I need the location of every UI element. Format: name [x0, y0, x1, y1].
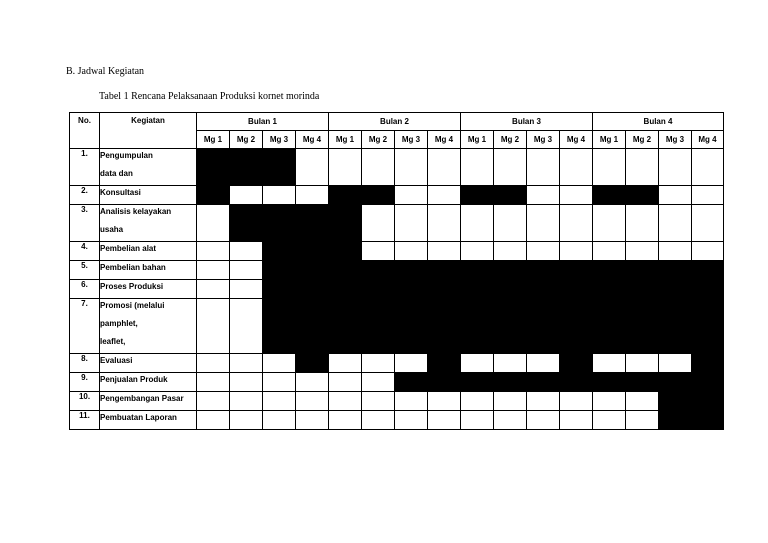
header-week: Mg 1 — [329, 131, 362, 149]
row-number: 6. — [70, 280, 100, 299]
schedule-cell-empty — [362, 373, 395, 392]
row-number: 4. — [70, 242, 100, 261]
activity-label: Konsultasi — [100, 188, 141, 197]
schedule-cell-empty — [494, 354, 527, 373]
schedule-cell-empty — [329, 149, 362, 186]
schedule-cell-empty — [461, 149, 494, 186]
schedule-cell-filled — [461, 373, 494, 392]
schedule-cell-empty — [428, 242, 461, 261]
schedule-cell-filled — [428, 261, 461, 280]
schedule-cell-empty — [395, 392, 428, 411]
schedule-cell-empty — [395, 149, 428, 186]
schedule-cell-filled — [659, 261, 692, 280]
schedule-cell-empty — [329, 392, 362, 411]
schedule-cell-filled — [626, 261, 659, 280]
schedule-cell-filled — [659, 299, 692, 354]
activity-cell — [100, 186, 197, 205]
schedule-cell-filled — [329, 186, 362, 205]
activity-label: Proses Produksi — [100, 282, 164, 291]
schedule-table — [69, 112, 724, 430]
schedule-cell-filled — [296, 205, 329, 242]
schedule-cell-empty — [197, 411, 230, 430]
schedule-cell-empty — [296, 186, 329, 205]
schedule-cell-filled — [461, 261, 494, 280]
schedule-cell-empty — [197, 205, 230, 242]
header-week: Mg 4 — [428, 131, 461, 149]
header-week: Mg 4 — [296, 131, 329, 149]
schedule-cell-empty — [461, 392, 494, 411]
row-number: 2. — [70, 186, 100, 205]
activity-cell — [100, 299, 197, 354]
schedule-cell-empty — [593, 411, 626, 430]
table-row — [70, 354, 724, 373]
activity-label: Pengembangan Pasar — [100, 394, 184, 403]
schedule-cell-filled — [494, 299, 527, 354]
schedule-cell-empty — [527, 186, 560, 205]
schedule-cell-empty — [230, 354, 263, 373]
activity-label: Analisis kelayakan — [100, 207, 172, 216]
schedule-cell-filled — [461, 186, 494, 205]
row-number: 8. — [70, 354, 100, 373]
schedule-cell-empty — [593, 205, 626, 242]
schedule-cell-empty — [263, 411, 296, 430]
header-week: Mg 2 — [494, 131, 527, 149]
schedule-cell-empty — [230, 392, 263, 411]
schedule-cell-empty — [263, 186, 296, 205]
schedule-cell-empty — [296, 373, 329, 392]
table-row — [70, 242, 724, 261]
schedule-cell-empty — [659, 354, 692, 373]
row-number: 7. — [70, 299, 100, 354]
schedule-cell-empty — [296, 149, 329, 186]
schedule-cell-filled — [263, 205, 296, 242]
activity-cell — [100, 205, 197, 242]
schedule-cell-filled — [395, 373, 428, 392]
schedule-cell-empty — [395, 186, 428, 205]
schedule-cell-empty — [230, 261, 263, 280]
activity-cell — [100, 280, 197, 299]
schedule-cell-empty — [560, 242, 593, 261]
schedule-cell-filled — [230, 149, 263, 186]
schedule-cell-filled — [263, 261, 296, 280]
schedule-cell-empty — [197, 354, 230, 373]
schedule-cell-empty — [593, 149, 626, 186]
header-week: Mg 1 — [593, 131, 626, 149]
schedule-cell-empty — [527, 354, 560, 373]
schedule-cell-empty — [263, 373, 296, 392]
header-week: Mg 2 — [362, 131, 395, 149]
schedule-cell-filled — [395, 299, 428, 354]
schedule-cell-filled — [560, 299, 593, 354]
schedule-cell-empty — [659, 205, 692, 242]
schedule-cell-empty — [230, 299, 263, 354]
schedule-cell-filled — [263, 242, 296, 261]
schedule-cell-empty — [593, 242, 626, 261]
schedule-cell-filled — [461, 299, 494, 354]
schedule-cell-filled — [296, 280, 329, 299]
schedule-cell-empty — [692, 149, 724, 186]
schedule-cell-filled — [593, 280, 626, 299]
schedule-cell-empty — [494, 149, 527, 186]
header-week: Mg 2 — [626, 131, 659, 149]
table-caption: Tabel 1 Rencana Pelaksanaan Produksi kornet morinda — [99, 91, 320, 102]
schedule-cell-empty — [395, 205, 428, 242]
schedule-cell-empty — [494, 242, 527, 261]
schedule-cell-filled — [494, 280, 527, 299]
schedule-cell-empty — [197, 373, 230, 392]
schedule-cell-filled — [692, 280, 724, 299]
schedule-cell-filled — [494, 373, 527, 392]
schedule-cell-filled — [692, 299, 724, 354]
schedule-cell-filled — [395, 261, 428, 280]
schedule-cell-filled — [527, 280, 560, 299]
schedule-cell-empty — [230, 186, 263, 205]
schedule-cell-empty — [626, 354, 659, 373]
activity-label: Pembelian bahan — [100, 263, 166, 272]
activity-label: Promosi (melalui — [100, 301, 165, 310]
schedule-cell-filled — [626, 299, 659, 354]
schedule-cell-filled — [230, 205, 263, 242]
schedule-cell-empty — [230, 242, 263, 261]
schedule-cell-filled — [527, 299, 560, 354]
schedule-cell-empty — [362, 354, 395, 373]
schedule-cell-empty — [197, 299, 230, 354]
schedule-cell-empty — [626, 149, 659, 186]
schedule-cell-empty — [461, 242, 494, 261]
schedule-cell-filled — [659, 411, 692, 430]
activity-cell — [100, 392, 197, 411]
schedule-cell-empty — [395, 411, 428, 430]
schedule-cell-empty — [230, 280, 263, 299]
schedule-cell-filled — [428, 299, 461, 354]
activity-label: Pembuatan Laporan — [100, 413, 177, 422]
schedule-cell-filled — [263, 149, 296, 186]
header-week: Mg 3 — [527, 131, 560, 149]
schedule-cell-filled — [692, 392, 724, 411]
schedule-cell-empty — [560, 205, 593, 242]
header-month-4: Bulan 4 — [593, 113, 724, 131]
schedule-cell-filled — [494, 186, 527, 205]
table-row — [70, 373, 724, 392]
header-week: Mg 3 — [395, 131, 428, 149]
schedule-cell-filled — [329, 299, 362, 354]
schedule-cell-empty — [263, 392, 296, 411]
schedule-cell-empty — [593, 392, 626, 411]
schedule-cell-empty — [626, 205, 659, 242]
schedule-cell-empty — [197, 392, 230, 411]
header-week: Mg 3 — [263, 131, 296, 149]
schedule-cell-empty — [527, 392, 560, 411]
schedule-cell-empty — [461, 205, 494, 242]
activity-label: Pembelian alat — [100, 244, 157, 253]
header-no: No. — [70, 113, 100, 149]
schedule-cell-empty — [362, 242, 395, 261]
schedule-cell-empty — [527, 411, 560, 430]
schedule-cell-filled — [659, 392, 692, 411]
schedule-cell-filled — [461, 280, 494, 299]
schedule-cell-empty — [428, 149, 461, 186]
schedule-cell-empty — [197, 280, 230, 299]
schedule-cell-empty — [329, 373, 362, 392]
schedule-cell-empty — [692, 205, 724, 242]
schedule-cell-filled — [659, 373, 692, 392]
schedule-cell-empty — [329, 411, 362, 430]
schedule-cell-filled — [428, 373, 461, 392]
schedule-cell-empty — [626, 242, 659, 261]
schedule-cell-filled — [626, 280, 659, 299]
schedule-cell-empty — [593, 354, 626, 373]
schedule-cell-empty — [560, 186, 593, 205]
schedule-cell-empty — [494, 392, 527, 411]
activity-cell — [100, 411, 197, 430]
activity-cell — [100, 373, 197, 392]
schedule-cell-empty — [560, 411, 593, 430]
activity-label: usaha — [100, 225, 124, 234]
row-number: 11. — [70, 411, 100, 430]
schedule-cell-empty — [659, 242, 692, 261]
schedule-cell-filled — [560, 354, 593, 373]
schedule-cell-empty — [296, 392, 329, 411]
schedule-cell-empty — [362, 205, 395, 242]
schedule-cell-empty — [362, 392, 395, 411]
schedule-cell-empty — [263, 354, 296, 373]
table-row — [70, 186, 724, 205]
schedule-cell-filled — [296, 242, 329, 261]
schedule-cell-filled — [626, 186, 659, 205]
schedule-cell-empty — [395, 354, 428, 373]
schedule-cell-empty — [527, 205, 560, 242]
table-row — [70, 149, 724, 186]
schedule-cell-filled — [362, 299, 395, 354]
header-month-1: Bulan 1 — [197, 113, 329, 131]
header-week: Mg 1 — [197, 131, 230, 149]
schedule-cell-empty — [626, 392, 659, 411]
activity-cell — [100, 354, 197, 373]
schedule-cell-filled — [329, 242, 362, 261]
schedule-cell-filled — [593, 373, 626, 392]
schedule-cell-empty — [659, 186, 692, 205]
schedule-cell-empty — [362, 149, 395, 186]
schedule-cell-empty — [461, 411, 494, 430]
schedule-cell-filled — [626, 373, 659, 392]
schedule-cell-filled — [593, 261, 626, 280]
schedule-cell-filled — [593, 186, 626, 205]
schedule-cell-empty — [659, 149, 692, 186]
schedule-cell-filled — [428, 354, 461, 373]
schedule-cell-filled — [296, 354, 329, 373]
header-month-3: Bulan 3 — [461, 113, 593, 131]
activity-cell — [100, 261, 197, 280]
schedule-cell-empty — [626, 411, 659, 430]
schedule-cell-empty — [494, 411, 527, 430]
schedule-cell-filled — [362, 261, 395, 280]
schedule-cell-empty — [494, 205, 527, 242]
schedule-cell-filled — [263, 299, 296, 354]
table-row — [70, 411, 724, 430]
schedule-cell-filled — [263, 280, 296, 299]
schedule-cell-empty — [230, 411, 263, 430]
schedule-cell-empty — [428, 186, 461, 205]
activity-label: Penjualan Produk — [100, 375, 168, 384]
schedule-cell-filled — [692, 411, 724, 430]
schedule-cell-filled — [296, 299, 329, 354]
schedule-cell-empty — [692, 186, 724, 205]
schedule-cell-filled — [560, 280, 593, 299]
row-number: 10. — [70, 392, 100, 411]
schedule-cell-filled — [692, 373, 724, 392]
activity-cell — [100, 149, 197, 186]
schedule-cell-empty — [230, 373, 263, 392]
schedule-cell-filled — [395, 280, 428, 299]
schedule-cell-filled — [692, 261, 724, 280]
schedule-cell-empty — [362, 411, 395, 430]
schedule-cell-filled — [428, 280, 461, 299]
header-week: Mg 3 — [659, 131, 692, 149]
row-number: 1. — [70, 149, 100, 186]
schedule-cell-filled — [329, 280, 362, 299]
schedule-cell-filled — [329, 261, 362, 280]
schedule-cell-filled — [659, 280, 692, 299]
schedule-cell-empty — [527, 242, 560, 261]
activity-label: data dan — [100, 169, 133, 178]
header-week: Mg 1 — [461, 131, 494, 149]
activity-label: pamphlet, — [100, 319, 138, 328]
row-number: 9. — [70, 373, 100, 392]
schedule-cell-empty — [329, 354, 362, 373]
schedule-cell-filled — [362, 280, 395, 299]
schedule-cell-empty — [428, 205, 461, 242]
table-row — [70, 261, 724, 280]
header-week: Mg 4 — [692, 131, 724, 149]
schedule-cell-filled — [329, 205, 362, 242]
schedule-cell-filled — [197, 186, 230, 205]
header-week: Mg 4 — [560, 131, 593, 149]
table-row — [70, 299, 724, 354]
schedule-cell-filled — [362, 186, 395, 205]
schedule-cell-empty — [296, 411, 329, 430]
row-number: 3. — [70, 205, 100, 242]
schedule-cell-filled — [560, 261, 593, 280]
schedule-cell-filled — [494, 261, 527, 280]
schedule-cell-empty — [395, 242, 428, 261]
section-title: B. Jadwal Kegiatan — [66, 66, 145, 77]
schedule-cell-filled — [527, 373, 560, 392]
header-week: Mg 2 — [230, 131, 263, 149]
schedule-cell-filled — [197, 149, 230, 186]
schedule-cell-empty — [197, 261, 230, 280]
schedule-cell-filled — [560, 373, 593, 392]
schedule-cell-empty — [197, 242, 230, 261]
schedule-cell-filled — [692, 354, 724, 373]
table-row — [70, 205, 724, 242]
schedule-cell-filled — [296, 261, 329, 280]
header-kegiatan: Kegiatan — [100, 113, 197, 149]
header-month-2: Bulan 2 — [329, 113, 461, 131]
table-row — [70, 280, 724, 299]
schedule-cell-empty — [560, 392, 593, 411]
schedule-cell-empty — [428, 411, 461, 430]
schedule-cell-empty — [461, 354, 494, 373]
activity-label: leaflet, — [100, 337, 126, 346]
activity-label: Evaluasi — [100, 356, 133, 365]
schedule-cell-empty — [428, 392, 461, 411]
row-number: 5. — [70, 261, 100, 280]
schedule-cell-empty — [560, 149, 593, 186]
schedule-cell-filled — [527, 261, 560, 280]
table-row — [70, 392, 724, 411]
activity-cell — [100, 242, 197, 261]
activity-label: Pengumpulan — [100, 151, 153, 160]
schedule-cell-filled — [593, 299, 626, 354]
schedule-cell-empty — [527, 149, 560, 186]
schedule-cell-empty — [692, 242, 724, 261]
